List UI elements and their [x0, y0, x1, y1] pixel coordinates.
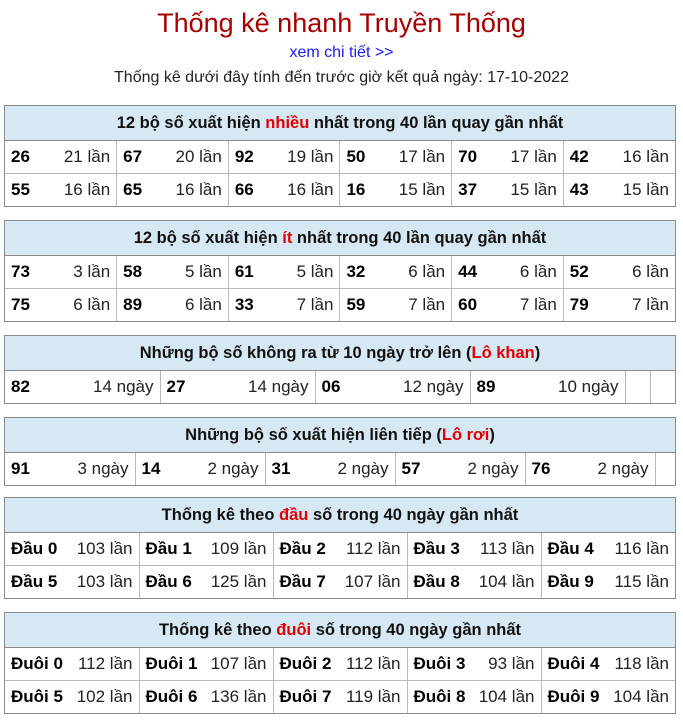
- stat-key: 32: [346, 262, 366, 281]
- stat-cell: [117, 256, 229, 289]
- stat-value: 14 ngày: [93, 377, 154, 396]
- stat-value: 112 lần: [77, 654, 133, 673]
- stat-key: Đầu 1: [145, 539, 192, 558]
- section-heading: Những bộ số không ra từ 10 ngày trở lên (Lô khan): [5, 336, 675, 371]
- stat-key: 76: [531, 459, 551, 478]
- stat-value: 14 ngày: [248, 377, 309, 396]
- stat-value: 115 lần: [614, 572, 669, 591]
- table-row: [5, 453, 675, 485]
- section-heading: Thống kê theo đầu số trong 40 ngày gần nhất: [5, 498, 675, 533]
- section-heading: 12 bộ số xuất hiện nhiều nhất trong 40 lần quay gần nhất: [5, 106, 675, 141]
- stat-cell: [265, 453, 395, 485]
- stat-key: Đuôi 0: [11, 654, 63, 673]
- stat-key: Đuôi 8: [413, 687, 466, 706]
- stat-value: 6 lần: [519, 262, 557, 281]
- stat-value: 6 lần: [632, 262, 669, 281]
- stat-cell: [228, 289, 340, 322]
- stat-cell: [5, 141, 117, 174]
- stat-key: 27: [166, 377, 186, 396]
- lo-khan-table: [5, 371, 675, 403]
- stat-value: 102 lần: [76, 687, 133, 706]
- stat-cell: [525, 453, 655, 485]
- table-row: [5, 256, 675, 289]
- stat-key: Đầu 7: [279, 572, 326, 591]
- stat-value: 136 lần: [210, 687, 267, 706]
- stat-key: Đuôi 6: [145, 687, 198, 706]
- stat-value: 20 lần: [175, 147, 222, 166]
- stat-cell: [273, 566, 407, 599]
- stat-key: 43: [569, 180, 589, 199]
- stat-cell: [563, 141, 675, 174]
- stat-cell: [452, 256, 564, 289]
- stat-cell: [5, 289, 117, 322]
- stat-key: 60: [458, 295, 478, 314]
- stat-value: 2 ngày: [597, 459, 649, 478]
- stat-key: Đầu 6: [145, 572, 192, 591]
- stat-cell: [541, 648, 675, 681]
- stat-value: 118 lần: [614, 654, 669, 673]
- stat-cell: [340, 141, 452, 174]
- empty-cell: [625, 371, 650, 403]
- stat-value: 107 lần: [344, 572, 401, 591]
- stat-cell: [541, 681, 675, 714]
- stat-value: 112 lần: [345, 654, 401, 673]
- stat-key: 16: [346, 180, 366, 199]
- stat-cell: [5, 533, 139, 566]
- empty-cell: [650, 371, 675, 403]
- stat-key: 70: [458, 147, 478, 166]
- stat-cell: [135, 453, 265, 485]
- most-frequent-table: [5, 141, 675, 206]
- stat-value: 5 lần: [296, 262, 334, 281]
- stat-cell: [563, 174, 675, 207]
- stat-cell: [117, 174, 229, 207]
- stat-key: 82: [11, 377, 30, 396]
- stat-key: Đầu 4: [547, 539, 594, 558]
- stat-key: Đuôi 4: [547, 654, 600, 673]
- stat-cell: [452, 141, 564, 174]
- stat-cell: [5, 453, 135, 485]
- stat-cell: [541, 566, 675, 599]
- stat-key: 37: [458, 180, 478, 199]
- stat-cell: [5, 256, 117, 289]
- stat-cell: [315, 371, 470, 403]
- stat-key: 55: [11, 180, 30, 199]
- stat-key: 66: [234, 180, 254, 199]
- stat-key: Đầu 9: [547, 572, 594, 591]
- page-title: Thống kê nhanh Truyền Thống: [157, 8, 526, 38]
- stat-cell: [117, 141, 229, 174]
- stat-key: 75: [11, 295, 30, 314]
- stat-cell: [228, 141, 340, 174]
- stat-value: 104 lần: [478, 572, 535, 591]
- table-row: [5, 289, 675, 322]
- stat-key: 59: [346, 295, 366, 314]
- stat-value: 3 ngày: [77, 459, 129, 478]
- stat-key: Đầu 5: [11, 572, 58, 591]
- stat-cell: [139, 681, 273, 714]
- stat-value: 103 lần: [76, 539, 133, 558]
- lo-khan-section: [4, 335, 676, 404]
- stat-cell: [228, 174, 340, 207]
- stat-key: 31: [271, 459, 291, 478]
- stat-cell: [5, 371, 160, 403]
- stat-cell: [5, 681, 139, 714]
- stat-value: 5 lần: [184, 262, 222, 281]
- stat-key: Đuôi 7: [279, 687, 332, 706]
- stat-cell: [273, 681, 407, 714]
- stat-value: 16 lần: [622, 147, 669, 166]
- stat-cell: [452, 289, 564, 322]
- section-heading: Thống kê theo đuôi số trong 40 ngày gần nhất: [5, 613, 675, 648]
- stat-value: 7 lần: [519, 295, 557, 314]
- stat-value: 119 lần: [345, 687, 401, 706]
- stat-cell: [228, 256, 340, 289]
- stat-value: 15 lần: [510, 180, 557, 199]
- stat-cell: [407, 533, 541, 566]
- table-row: [5, 648, 675, 681]
- stat-cell: [160, 371, 315, 403]
- stat-value: 3 lần: [73, 262, 111, 281]
- stat-key: 61: [234, 262, 254, 281]
- stat-value: 16 lần: [63, 180, 111, 199]
- stat-key: 33: [234, 295, 254, 314]
- stat-value: 6 lần: [184, 295, 222, 314]
- stat-key: 14: [141, 459, 161, 478]
- stat-cell: [340, 289, 452, 322]
- stat-key: Đuôi 1: [145, 654, 198, 673]
- stat-value: 17 lần: [398, 147, 446, 166]
- subtitle: Thống kê dưới đây tính đến trước giờ kết quả ngày: 17-10-2022: [114, 69, 569, 86]
- stat-value: 10 ngày: [558, 377, 619, 396]
- stat-cell: [407, 648, 541, 681]
- table-row: [5, 371, 675, 403]
- stat-key: Đuôi 9: [547, 687, 600, 706]
- stat-value: 93 lần: [488, 654, 535, 673]
- stat-key: 44: [458, 262, 478, 281]
- stat-value: 116 lần: [614, 539, 669, 558]
- most-frequent-section: [4, 105, 676, 207]
- dau-section: [4, 497, 676, 599]
- stat-key: 89: [476, 377, 496, 396]
- stat-cell: [139, 533, 273, 566]
- dau-table: [5, 533, 675, 598]
- stat-cell: [139, 566, 273, 599]
- least-frequent-section: [4, 220, 676, 322]
- table-row: [5, 681, 675, 714]
- stat-key: 91: [11, 459, 30, 478]
- stat-key: Đuôi 5: [11, 687, 63, 706]
- stat-cell: [452, 174, 564, 207]
- duoi-table: [5, 648, 675, 713]
- stat-key: 73: [11, 262, 30, 281]
- stat-cell: [273, 533, 407, 566]
- table-row: [5, 566, 675, 599]
- stat-key: Đầu 8: [413, 572, 460, 591]
- stat-cell: [5, 566, 139, 599]
- stat-key: 50: [346, 147, 366, 166]
- stat-cell: [470, 371, 625, 403]
- table-row: [5, 141, 675, 174]
- section-heading: 12 bộ số xuất hiện ít nhất trong 40 lần quay gần nhất: [5, 221, 675, 256]
- stat-value: 125 lần: [210, 572, 267, 591]
- stat-value: 21 lần: [63, 147, 111, 166]
- stat-cell: [5, 648, 139, 681]
- stat-value: 2 ngày: [337, 459, 389, 478]
- stat-value: 107 lần: [210, 654, 267, 673]
- stat-key: 06: [321, 377, 341, 396]
- stat-key: 79: [569, 295, 589, 314]
- stat-key: 67: [123, 147, 143, 166]
- stat-value: 2 ngày: [467, 459, 519, 478]
- lo-roi-section: [4, 417, 676, 486]
- stat-key: 52: [569, 262, 589, 281]
- stat-key: 92: [234, 147, 254, 166]
- view-details-link[interactable]: xem chi tiết >>: [289, 44, 394, 61]
- stat-value: 103 lần: [76, 572, 133, 591]
- stat-cell: [340, 174, 452, 207]
- stat-value: 109 lần: [210, 539, 267, 558]
- stat-value: 17 lần: [510, 147, 557, 166]
- stat-value: 6 lần: [73, 295, 111, 314]
- stat-value: 12 ngày: [403, 377, 464, 396]
- table-row: [5, 174, 675, 207]
- section-heading: Những bộ số xuất hiện liên tiếp (Lô rơi): [5, 418, 675, 453]
- stat-value: 104 lần: [478, 687, 535, 706]
- stat-key: 57: [401, 459, 421, 478]
- stat-key: 89: [123, 295, 143, 314]
- stat-cell: [395, 453, 525, 485]
- stat-cell: [139, 648, 273, 681]
- stat-cell: [407, 566, 541, 599]
- stat-cell: [5, 174, 117, 207]
- table-row: [5, 533, 675, 566]
- stat-value: 7 lần: [408, 295, 446, 314]
- stat-cell: [407, 681, 541, 714]
- stat-cell: [117, 289, 229, 322]
- stat-value: 7 lần: [296, 295, 334, 314]
- stat-value: 2 ngày: [207, 459, 259, 478]
- stat-value: 104 lần: [613, 687, 669, 706]
- stat-value: 6 lần: [408, 262, 446, 281]
- stat-key: Đầu 0: [11, 539, 58, 558]
- duoi-section: [4, 612, 676, 714]
- stat-key: Đầu 2: [279, 539, 326, 558]
- stat-key: Đuôi 2: [279, 654, 332, 673]
- stat-value: 15 lần: [622, 180, 669, 199]
- stat-value: 113 lần: [479, 539, 535, 558]
- empty-cell: [655, 453, 675, 485]
- stat-value: 15 lần: [398, 180, 446, 199]
- stat-value: 16 lần: [287, 180, 334, 199]
- stat-key: Đuôi 3: [413, 654, 466, 673]
- stat-cell: [563, 289, 675, 322]
- stat-cell: [273, 648, 407, 681]
- lo-roi-table: [5, 453, 675, 485]
- stat-key: Đầu 3: [413, 539, 460, 558]
- stat-cell: [340, 256, 452, 289]
- stat-cell: [541, 533, 675, 566]
- stat-key: 58: [123, 262, 143, 281]
- stat-key: 26: [11, 147, 30, 166]
- stat-value: 7 lần: [632, 295, 669, 314]
- stat-value: 16 lần: [175, 180, 222, 199]
- stat-cell: [563, 256, 675, 289]
- stat-key: 65: [123, 180, 143, 199]
- least-frequent-table: [5, 256, 675, 321]
- stat-value: 19 lần: [287, 147, 334, 166]
- stat-value: 112 lần: [345, 539, 401, 558]
- stat-key: 42: [569, 147, 589, 166]
